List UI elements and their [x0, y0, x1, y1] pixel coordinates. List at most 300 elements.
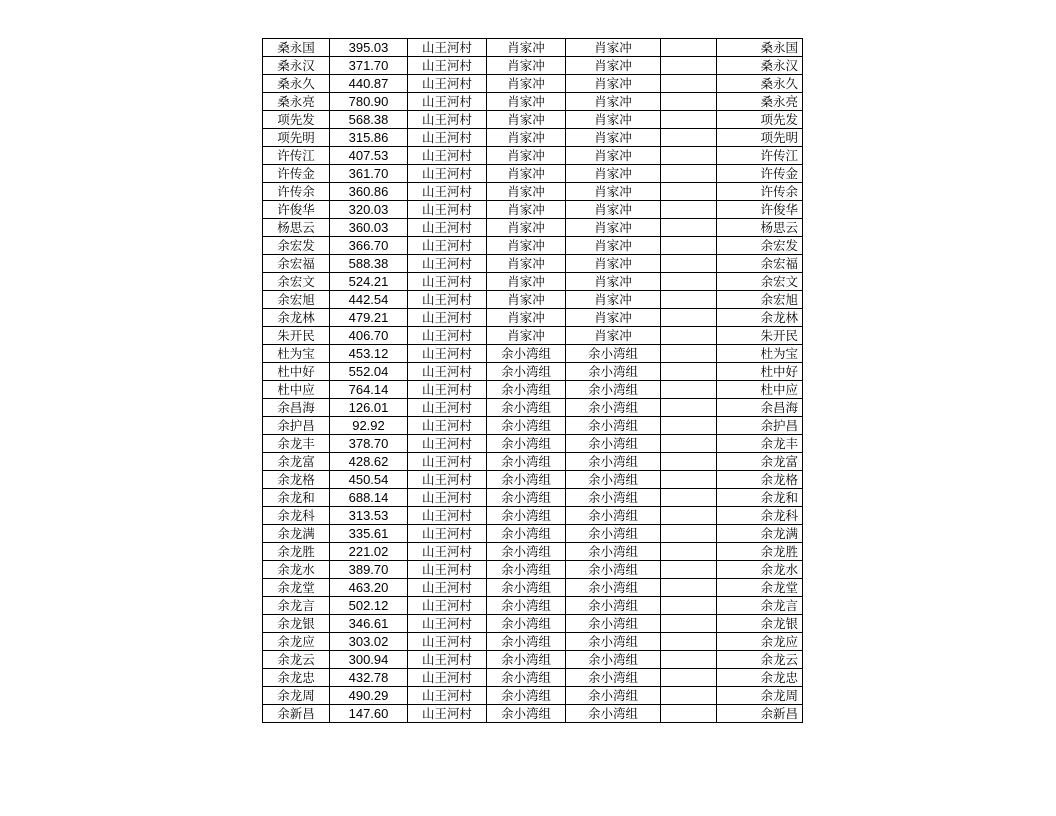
area-cell: 490.29	[330, 687, 408, 705]
table-row	[263, 111, 803, 129]
name-repeat-cell: 余龙言	[717, 597, 803, 615]
area-cell: 440.87	[330, 75, 408, 93]
group-repeat-cell: 肖家冲	[566, 291, 661, 309]
village-cell: 山王河村	[408, 93, 487, 111]
blank-cell	[661, 75, 717, 93]
name-repeat-cell: 余龙和	[717, 489, 803, 507]
group-cell: 余小湾组	[487, 543, 566, 561]
name-cell: 余龙忠	[263, 669, 330, 687]
name-cell: 许俊华	[263, 201, 330, 219]
blank-cell	[661, 291, 717, 309]
area-cell: 320.03	[330, 201, 408, 219]
village-cell: 山王河村	[408, 453, 487, 471]
table-row	[263, 507, 803, 525]
name-cell: 桑永久	[263, 75, 330, 93]
area-cell: 407.53	[330, 147, 408, 165]
name-cell: 余龙周	[263, 687, 330, 705]
group-repeat-cell: 肖家冲	[566, 201, 661, 219]
blank-cell	[661, 597, 717, 615]
group-repeat-cell: 肖家冲	[566, 57, 661, 75]
area-cell: 406.70	[330, 327, 408, 345]
village-cell: 山王河村	[408, 327, 487, 345]
blank-cell	[661, 273, 717, 291]
group-cell: 余小湾组	[487, 705, 566, 723]
name-cell: 余龙应	[263, 633, 330, 651]
group-cell: 余小湾组	[487, 633, 566, 651]
blank-cell	[661, 633, 717, 651]
group-repeat-cell: 余小湾组	[566, 435, 661, 453]
table-row	[263, 255, 803, 273]
group-repeat-cell: 肖家冲	[566, 237, 661, 255]
group-cell: 肖家冲	[487, 273, 566, 291]
village-cell: 山王河村	[408, 435, 487, 453]
blank-cell	[661, 651, 717, 669]
blank-cell	[661, 363, 717, 381]
table-row	[263, 615, 803, 633]
name-repeat-cell: 余龙应	[717, 633, 803, 651]
blank-cell	[661, 255, 717, 273]
village-cell: 山王河村	[408, 111, 487, 129]
blank-cell	[661, 165, 717, 183]
village-cell: 山王河村	[408, 309, 487, 327]
group-repeat-cell: 余小湾组	[566, 417, 661, 435]
name-repeat-cell: 余龙忠	[717, 669, 803, 687]
area-cell: 315.86	[330, 129, 408, 147]
group-repeat-cell: 余小湾组	[566, 705, 661, 723]
blank-cell	[661, 345, 717, 363]
area-cell: 371.70	[330, 57, 408, 75]
village-cell: 山王河村	[408, 219, 487, 237]
name-repeat-cell: 许传江	[717, 147, 803, 165]
name-cell: 朱开民	[263, 327, 330, 345]
name-cell: 余新昌	[263, 705, 330, 723]
area-cell: 147.60	[330, 705, 408, 723]
name-repeat-cell: 余宏旭	[717, 291, 803, 309]
blank-cell	[661, 93, 717, 111]
blank-cell	[661, 129, 717, 147]
village-cell: 山王河村	[408, 345, 487, 363]
name-repeat-cell: 余龙丰	[717, 435, 803, 453]
village-cell: 山王河村	[408, 57, 487, 75]
name-cell: 杜中好	[263, 363, 330, 381]
name-repeat-cell: 余龙富	[717, 453, 803, 471]
table-row	[263, 75, 803, 93]
table-row	[263, 543, 803, 561]
name-repeat-cell: 许俊华	[717, 201, 803, 219]
name-repeat-cell: 朱开民	[717, 327, 803, 345]
table-row	[263, 471, 803, 489]
blank-cell	[661, 471, 717, 489]
blank-cell	[661, 57, 717, 75]
name-cell: 余宏旭	[263, 291, 330, 309]
group-repeat-cell: 余小湾组	[566, 633, 661, 651]
village-cell: 山王河村	[408, 201, 487, 219]
area-cell: 366.70	[330, 237, 408, 255]
village-cell: 山王河村	[408, 543, 487, 561]
name-repeat-cell: 许传金	[717, 165, 803, 183]
group-cell: 肖家冲	[487, 57, 566, 75]
group-repeat-cell: 肖家冲	[566, 165, 661, 183]
area-cell: 502.12	[330, 597, 408, 615]
village-cell: 山王河村	[408, 651, 487, 669]
area-cell: 568.38	[330, 111, 408, 129]
group-repeat-cell: 余小湾组	[566, 471, 661, 489]
blank-cell	[661, 39, 717, 57]
name-cell: 余龙言	[263, 597, 330, 615]
group-repeat-cell: 余小湾组	[566, 543, 661, 561]
group-cell: 余小湾组	[487, 399, 566, 417]
group-cell: 肖家冲	[487, 309, 566, 327]
table-row	[263, 705, 803, 723]
group-cell: 肖家冲	[487, 165, 566, 183]
group-repeat-cell: 余小湾组	[566, 345, 661, 363]
group-cell: 肖家冲	[487, 183, 566, 201]
group-cell: 余小湾组	[487, 525, 566, 543]
blank-cell	[661, 705, 717, 723]
area-cell: 92.92	[330, 417, 408, 435]
table-row	[263, 579, 803, 597]
area-cell: 432.78	[330, 669, 408, 687]
group-repeat-cell: 肖家冲	[566, 111, 661, 129]
village-cell: 山王河村	[408, 489, 487, 507]
area-cell: 361.70	[330, 165, 408, 183]
blank-cell	[661, 111, 717, 129]
village-cell: 山王河村	[408, 687, 487, 705]
group-repeat-cell: 余小湾组	[566, 507, 661, 525]
group-repeat-cell: 余小湾组	[566, 399, 661, 417]
blank-cell	[661, 543, 717, 561]
table-row	[263, 489, 803, 507]
name-cell: 余龙胜	[263, 543, 330, 561]
area-cell: 300.94	[330, 651, 408, 669]
table-row	[263, 345, 803, 363]
name-cell: 项先明	[263, 129, 330, 147]
blank-cell	[661, 489, 717, 507]
village-cell: 山王河村	[408, 255, 487, 273]
area-cell: 442.54	[330, 291, 408, 309]
name-repeat-cell: 余龙满	[717, 525, 803, 543]
blank-cell	[661, 525, 717, 543]
group-repeat-cell: 肖家冲	[566, 219, 661, 237]
area-cell: 450.54	[330, 471, 408, 489]
name-cell: 余龙格	[263, 471, 330, 489]
area-cell: 395.03	[330, 39, 408, 57]
name-repeat-cell: 杜为宝	[717, 345, 803, 363]
table-row	[263, 525, 803, 543]
name-cell: 余昌海	[263, 399, 330, 417]
name-cell: 桑永亮	[263, 93, 330, 111]
group-repeat-cell: 肖家冲	[566, 147, 661, 165]
name-repeat-cell: 许传余	[717, 183, 803, 201]
table-row	[263, 687, 803, 705]
table-row	[263, 39, 803, 57]
table-row	[263, 363, 803, 381]
group-cell: 肖家冲	[487, 93, 566, 111]
name-cell: 余护昌	[263, 417, 330, 435]
table-row	[263, 597, 803, 615]
village-cell: 山王河村	[408, 291, 487, 309]
name-repeat-cell: 余龙科	[717, 507, 803, 525]
group-cell: 余小湾组	[487, 561, 566, 579]
blank-cell	[661, 183, 717, 201]
group-cell: 肖家冲	[487, 237, 566, 255]
name-repeat-cell: 余宏发	[717, 237, 803, 255]
area-cell: 389.70	[330, 561, 408, 579]
village-cell: 山王河村	[408, 129, 487, 147]
table-row	[263, 147, 803, 165]
area-cell: 764.14	[330, 381, 408, 399]
group-repeat-cell: 肖家冲	[566, 183, 661, 201]
area-cell: 453.12	[330, 345, 408, 363]
group-cell: 余小湾组	[487, 669, 566, 687]
name-repeat-cell: 余龙林	[717, 309, 803, 327]
name-repeat-cell: 余龙云	[717, 651, 803, 669]
group-cell: 余小湾组	[487, 417, 566, 435]
group-cell: 肖家冲	[487, 219, 566, 237]
group-cell: 肖家冲	[487, 291, 566, 309]
table-row	[263, 435, 803, 453]
village-cell: 山王河村	[408, 525, 487, 543]
data-table	[262, 38, 803, 723]
name-repeat-cell: 余龙堂	[717, 579, 803, 597]
group-cell: 余小湾组	[487, 507, 566, 525]
blank-cell	[661, 579, 717, 597]
name-cell: 项先发	[263, 111, 330, 129]
name-cell: 许传金	[263, 165, 330, 183]
area-cell: 335.61	[330, 525, 408, 543]
name-cell: 许传江	[263, 147, 330, 165]
name-repeat-cell: 余宏福	[717, 255, 803, 273]
village-cell: 山王河村	[408, 561, 487, 579]
village-cell: 山王河村	[408, 363, 487, 381]
name-cell: 余龙和	[263, 489, 330, 507]
area-cell: 588.38	[330, 255, 408, 273]
name-cell: 余宏发	[263, 237, 330, 255]
area-cell: 360.03	[330, 219, 408, 237]
name-repeat-cell: 桑永汉	[717, 57, 803, 75]
area-cell: 221.02	[330, 543, 408, 561]
group-cell: 余小湾组	[487, 651, 566, 669]
group-cell: 肖家冲	[487, 111, 566, 129]
blank-cell	[661, 615, 717, 633]
group-repeat-cell: 余小湾组	[566, 381, 661, 399]
group-cell: 余小湾组	[487, 597, 566, 615]
name-repeat-cell: 杜中好	[717, 363, 803, 381]
group-repeat-cell: 余小湾组	[566, 489, 661, 507]
area-cell: 780.90	[330, 93, 408, 111]
group-repeat-cell: 余小湾组	[566, 597, 661, 615]
area-cell: 428.62	[330, 453, 408, 471]
table-row	[263, 201, 803, 219]
table-body	[263, 39, 803, 723]
name-repeat-cell: 余护昌	[717, 417, 803, 435]
table-row	[263, 669, 803, 687]
village-cell: 山王河村	[408, 471, 487, 489]
village-cell: 山王河村	[408, 165, 487, 183]
area-cell: 360.86	[330, 183, 408, 201]
name-cell: 杜为宝	[263, 345, 330, 363]
village-cell: 山王河村	[408, 273, 487, 291]
village-cell: 山王河村	[408, 39, 487, 57]
name-cell: 余龙满	[263, 525, 330, 543]
blank-cell	[661, 417, 717, 435]
group-repeat-cell: 余小湾组	[566, 687, 661, 705]
village-cell: 山王河村	[408, 399, 487, 417]
blank-cell	[661, 147, 717, 165]
group-cell: 余小湾组	[487, 687, 566, 705]
group-cell: 余小湾组	[487, 363, 566, 381]
area-cell: 313.53	[330, 507, 408, 525]
group-repeat-cell: 余小湾组	[566, 669, 661, 687]
blank-cell	[661, 237, 717, 255]
group-cell: 肖家冲	[487, 255, 566, 273]
name-cell: 余龙富	[263, 453, 330, 471]
village-cell: 山王河村	[408, 669, 487, 687]
group-repeat-cell: 余小湾组	[566, 579, 661, 597]
name-cell: 余宏福	[263, 255, 330, 273]
name-cell: 杜中应	[263, 381, 330, 399]
village-cell: 山王河村	[408, 381, 487, 399]
area-cell: 303.02	[330, 633, 408, 651]
blank-cell	[661, 507, 717, 525]
group-repeat-cell: 肖家冲	[566, 273, 661, 291]
name-cell: 余龙林	[263, 309, 330, 327]
village-cell: 山王河村	[408, 597, 487, 615]
area-cell: 463.20	[330, 579, 408, 597]
group-cell: 余小湾组	[487, 489, 566, 507]
name-repeat-cell: 余龙格	[717, 471, 803, 489]
group-cell: 余小湾组	[487, 435, 566, 453]
group-cell: 肖家冲	[487, 39, 566, 57]
table-row	[263, 183, 803, 201]
group-repeat-cell: 余小湾组	[566, 363, 661, 381]
blank-cell	[661, 399, 717, 417]
blank-cell	[661, 381, 717, 399]
name-cell: 余龙银	[263, 615, 330, 633]
group-cell: 余小湾组	[487, 615, 566, 633]
name-repeat-cell: 桑永久	[717, 75, 803, 93]
group-cell: 余小湾组	[487, 579, 566, 597]
name-cell: 桑永国	[263, 39, 330, 57]
group-cell: 肖家冲	[487, 147, 566, 165]
area-cell: 688.14	[330, 489, 408, 507]
area-cell: 524.21	[330, 273, 408, 291]
table-row	[263, 237, 803, 255]
name-repeat-cell: 余新昌	[717, 705, 803, 723]
group-repeat-cell: 余小湾组	[566, 615, 661, 633]
name-cell: 余龙丰	[263, 435, 330, 453]
name-cell: 余龙堂	[263, 579, 330, 597]
group-repeat-cell: 肖家冲	[566, 93, 661, 111]
name-cell: 余龙水	[263, 561, 330, 579]
group-repeat-cell: 肖家冲	[566, 327, 661, 345]
name-repeat-cell: 余昌海	[717, 399, 803, 417]
table-row	[263, 219, 803, 237]
name-cell: 桑永汉	[263, 57, 330, 75]
name-repeat-cell: 余宏文	[717, 273, 803, 291]
area-cell: 479.21	[330, 309, 408, 327]
village-cell: 山王河村	[408, 615, 487, 633]
village-cell: 山王河村	[408, 237, 487, 255]
group-cell: 余小湾组	[487, 471, 566, 489]
name-repeat-cell: 余龙周	[717, 687, 803, 705]
area-cell: 126.01	[330, 399, 408, 417]
name-cell: 余宏文	[263, 273, 330, 291]
table-row	[263, 561, 803, 579]
village-cell: 山王河村	[408, 147, 487, 165]
blank-cell	[661, 435, 717, 453]
table-row	[263, 291, 803, 309]
table-row	[263, 417, 803, 435]
group-cell: 肖家冲	[487, 75, 566, 93]
blank-cell	[661, 687, 717, 705]
group-cell: 余小湾组	[487, 345, 566, 363]
area-cell: 378.70	[330, 435, 408, 453]
table-row	[263, 399, 803, 417]
village-cell: 山王河村	[408, 579, 487, 597]
group-repeat-cell: 余小湾组	[566, 453, 661, 471]
name-repeat-cell: 余龙胜	[717, 543, 803, 561]
name-cell: 余龙科	[263, 507, 330, 525]
name-repeat-cell: 桑永亮	[717, 93, 803, 111]
table-row	[263, 327, 803, 345]
area-cell: 552.04	[330, 363, 408, 381]
blank-cell	[661, 219, 717, 237]
village-cell: 山王河村	[408, 633, 487, 651]
blank-cell	[661, 327, 717, 345]
table-row	[263, 633, 803, 651]
group-repeat-cell: 余小湾组	[566, 651, 661, 669]
group-repeat-cell: 肖家冲	[566, 129, 661, 147]
blank-cell	[661, 561, 717, 579]
blank-cell	[661, 309, 717, 327]
name-repeat-cell: 项先明	[717, 129, 803, 147]
village-cell: 山王河村	[408, 75, 487, 93]
table-row	[263, 309, 803, 327]
group-cell: 肖家冲	[487, 327, 566, 345]
group-cell: 肖家冲	[487, 129, 566, 147]
group-cell: 余小湾组	[487, 381, 566, 399]
group-repeat-cell: 余小湾组	[566, 525, 661, 543]
group-repeat-cell: 肖家冲	[566, 309, 661, 327]
group-cell: 余小湾组	[487, 453, 566, 471]
table-row	[263, 651, 803, 669]
name-cell: 余龙云	[263, 651, 330, 669]
group-repeat-cell: 肖家冲	[566, 255, 661, 273]
table-row	[263, 453, 803, 471]
name-repeat-cell: 杜中应	[717, 381, 803, 399]
name-repeat-cell: 桑永国	[717, 39, 803, 57]
group-repeat-cell: 肖家冲	[566, 39, 661, 57]
area-cell: 346.61	[330, 615, 408, 633]
blank-cell	[661, 201, 717, 219]
name-repeat-cell: 杨思云	[717, 219, 803, 237]
table-row	[263, 93, 803, 111]
blank-cell	[661, 453, 717, 471]
name-repeat-cell: 余龙银	[717, 615, 803, 633]
group-repeat-cell: 肖家冲	[566, 75, 661, 93]
table-row	[263, 165, 803, 183]
table-row	[263, 129, 803, 147]
table-row	[263, 57, 803, 75]
group-repeat-cell: 余小湾组	[566, 561, 661, 579]
village-cell: 山王河村	[408, 183, 487, 201]
name-repeat-cell: 余龙水	[717, 561, 803, 579]
name-repeat-cell: 项先发	[717, 111, 803, 129]
table-row	[263, 381, 803, 399]
name-cell: 杨思云	[263, 219, 330, 237]
name-cell: 许传余	[263, 183, 330, 201]
